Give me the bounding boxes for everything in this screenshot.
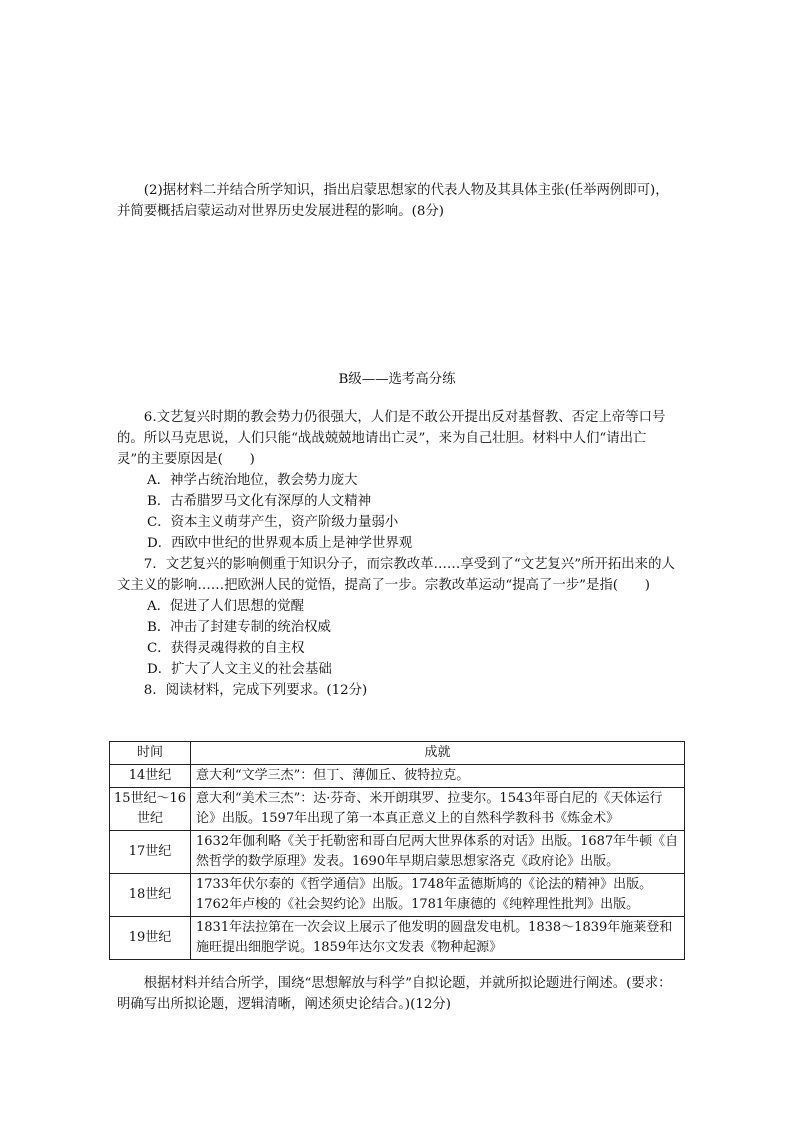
question-7 bbox=[117, 554, 677, 701]
table-row bbox=[110, 874, 685, 917]
row-content: 意大利“美术三杰”：达·芬奇、米开朗琪罗、拉斐尔。1543年哥白尼的《天体运行论》出版。1597年出现了第一本真正意义上的自然科学教科书《炼金术》 bbox=[191, 788, 685, 831]
question-7-stem: 7．文艺复兴的影响侧重于知识分子，而宗教改革……享受到了“文艺复兴”所开拓出来的人文主义的影响……把欧洲人民的觉悟，提高了一步。宗教改革运动“提高了一步”是指( ) bbox=[117, 557, 675, 593]
question-6-option-c: C．资本主义萌芽产生，资产阶级力量弱小 bbox=[147, 515, 399, 530]
section-b-title: B级——选考高分练 bbox=[338, 372, 456, 387]
row-time: 18世纪 bbox=[110, 874, 191, 917]
question-6 bbox=[117, 407, 677, 554]
question-6-option-d: D．西欧中世纪的世界观本质上是神学世界观 bbox=[147, 536, 413, 551]
row-content: 意大利“文学三杰”：但丁、薄伽丘、彼特拉克。 bbox=[191, 765, 685, 788]
question-6-option-a: A．神学占统治地位，教会势力庞大 bbox=[147, 473, 358, 488]
header-achievement: 成就 bbox=[191, 742, 685, 765]
question-8-stem: 8．阅读材料，完成下列要求。(12分) bbox=[143, 683, 368, 698]
table-row bbox=[110, 788, 685, 831]
question-7-option-b: B．冲击了封建专制的统治权威 bbox=[147, 620, 331, 635]
question-8-requirement: 根据材料并结合所学，围绕“思想解放与科学”自拟论题，并就所拟论题进行阐述。(要求：明确写出所拟论题，逻辑清晰，阐述须史论结合。)(12分) bbox=[117, 976, 672, 1012]
table-row bbox=[110, 917, 685, 960]
table-header-row bbox=[110, 742, 685, 765]
table-row bbox=[110, 831, 685, 874]
achievements-table bbox=[109, 741, 685, 960]
row-time: 19世纪 bbox=[110, 917, 191, 960]
question-6-option-b: B．古希腊罗马文化有深厚的人文精神 bbox=[147, 494, 372, 509]
row-content: 1733年伏尔泰的《哲学通信》出版。1748年孟德斯鸠的《论法的精神》出版。1762年卢梭的《社会契约论》出版。1781年康德的《纯粹理性批判》出版。 bbox=[191, 874, 685, 917]
question-6-stem: 6.文艺复兴时期的教会势力仍很强大，人们是不敢公开提出反对基督教、否定上帝等口号的。所以马克思说，人们只能“战战兢兢地请出亡灵”，来为自己壮胆。材料中人们“请出亡灵”的主要原因是( ) bbox=[117, 410, 666, 467]
row-time: 14世纪 bbox=[110, 765, 191, 788]
question-7-option-c: C．获得灵魂得救的自主权 bbox=[147, 641, 305, 656]
table-row bbox=[110, 765, 685, 788]
question-2-text: (2)据材料二并结合所学知识，指出启蒙思想家的代表人物及其具体主张(任举两例即可)，并简要概括启蒙运动对世界历史发展进程的影响。(8分) bbox=[117, 183, 669, 219]
header-time: 时间 bbox=[110, 742, 191, 765]
row-time: 15世纪～16世纪 bbox=[110, 788, 191, 831]
row-content: 1632年伽利略《关于托勒密和哥白尼两大世界体系的对话》出版。1687年牛顿《自然哲学的数学原理》发表。1690年早期启蒙思想家洛克《政府论》出版。 bbox=[191, 831, 685, 874]
question-7-option-a: A．促进了人们思想的觉醒 bbox=[147, 599, 304, 614]
row-time: 17世纪 bbox=[110, 831, 191, 874]
row-content: 1831年法拉第在一次会议上展示了他发明的圆盘发电机。1838～1839年施莱登和施旺提出细胞学说。1859年达尔文发表《物种起源》 bbox=[191, 917, 685, 960]
question-2-part bbox=[117, 180, 677, 222]
question-7-option-d: D．扩大了人文主义的社会基础 bbox=[147, 662, 332, 677]
